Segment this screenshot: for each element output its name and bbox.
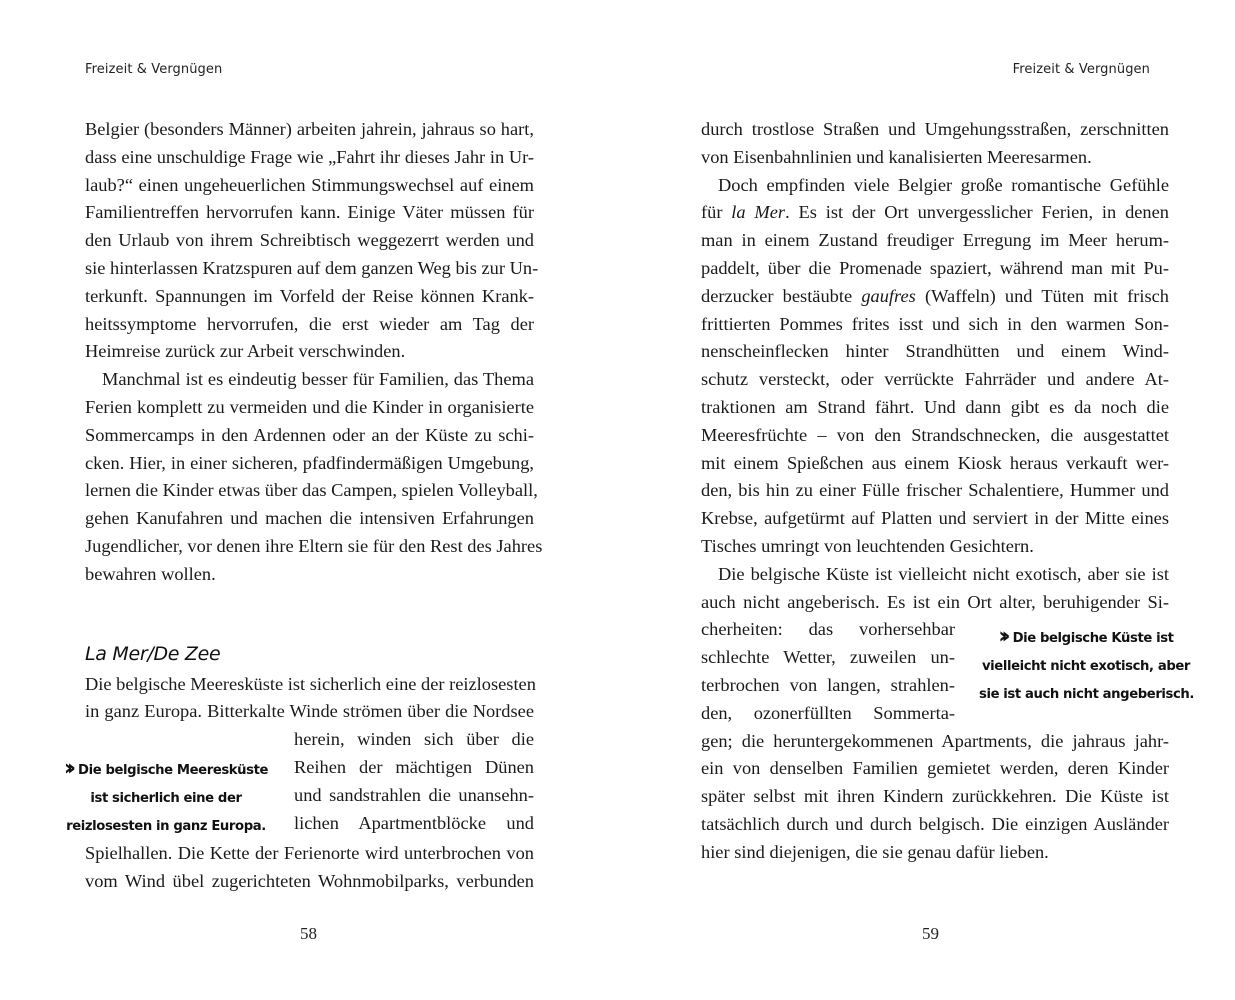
paragraph	[85, 366, 543, 588]
text-line: Familientreffen hervorrufen kann. Einige Väter müssen für	[85, 202, 534, 223]
text-line: lichen Apartmentblöcke und	[294, 812, 534, 833]
text-line: den, bis hin zu einer Fülle frischer Schalentiere, Hummer und	[701, 480, 1169, 501]
text-line: dass eine unschuldige Frage wie „Fahrt ihr dieses Jahr in Ur-	[85, 146, 534, 167]
text-line: bewahren wollen.	[85, 563, 216, 584]
text-line: Belgier (besonders Männer) arbeiten jahrein, jahraus so hart,	[85, 119, 534, 139]
text-line: frittierten Pommes frites isst und sich in den warmen Son-	[701, 313, 1169, 334]
text-line: nenscheinflecken hinter Strandhütten und einem Wind-	[701, 341, 1169, 362]
text-line: cken. Hier, in einer sicheren, pfadfindermäßigen Umgebung,	[85, 452, 534, 473]
paragraph	[701, 172, 1169, 561]
page-number: 58	[300, 924, 317, 943]
text-line: Sommercamps in den Ardennen oder an der Küste zu schi-	[85, 424, 534, 445]
text-line: ein von denselben Familien gemietet werden, deren Kinder	[701, 758, 1169, 779]
left-page	[0, 0, 617, 1000]
text-line: schlechte Wetter, zuweilen un-	[701, 647, 955, 668]
text-line: derzucker bestäubte gaufres (Waffeln) und Tüten mit frisch	[701, 285, 1169, 306]
right-page	[617, 0, 1235, 1000]
paragraph	[85, 116, 539, 366]
text-line: heitssymptome hervorrufen, die erst wieder am Tag der	[85, 313, 534, 334]
pull-quote: ›› Die belgische Küste ist vielleicht nicht exotisch, aber sie ist auch nicht angeberisch.	[979, 624, 1195, 702]
text-line: cherheiten: das vorhersehbar	[701, 619, 955, 640]
text-line: tatsächlich durch und durch belgisch. Die einzigen Ausländer	[701, 813, 1169, 834]
body-text	[701, 116, 1195, 867]
paragraph	[701, 116, 1169, 172]
text-line: hier sind diejenigen, die sie genau dafür lieben.	[701, 841, 1049, 862]
text-line: und sandstrahlen die unansehn-	[294, 784, 534, 805]
text-line: terkunft. Spannungen im Vorfeld der Reise können Krank-	[85, 285, 534, 306]
text-line: herein, winden sich über die	[294, 729, 534, 750]
narrow-text	[294, 726, 534, 837]
text-line: durch trostlose Straßen und Umgehungsstraßen, zerschnitten	[701, 119, 1169, 139]
narrow-text	[701, 616, 955, 727]
page-number: 59	[922, 924, 939, 943]
text-line: mit einem Spießchen aus einem Kiosk heraus verkauft wer-	[701, 452, 1169, 473]
text-line: später selbst mit ihren Kindern zurückkehren. Die Küste ist	[701, 786, 1169, 807]
text-line: für la Mer. Es ist der Ort unvergesslicher Ferien, in denen	[701, 202, 1169, 223]
pull-quote-wrap	[63, 726, 534, 840]
text-line: laub?“ einen ungeheuerlichen Stimmungswechsel auf einem	[85, 174, 534, 195]
text-line: in ganz Europa. Bitterkalte Winde strömen über die Nordsee	[85, 701, 534, 722]
text-line: auch nicht angeberisch. Es ist ein Ort alter, beruhigender Si-	[701, 591, 1169, 612]
pull-quote-wrap	[701, 616, 1195, 727]
text-line: sie hinterlassen Kratzspuren auf dem ganzen Weg bis zur Un-	[85, 257, 539, 278]
running-head: Freizeit & Vergnügen	[85, 62, 223, 77]
text-line: Meeresfrüchte – von den Strandschnecken, die ausgestattet	[701, 424, 1169, 445]
text-line: gen; die heruntergekommenen Apartments, die jahraus jahr-	[701, 730, 1169, 751]
text-line: Krebse, aufgetürmt auf Platten und serviert in der Mitte eines	[701, 508, 1169, 529]
text-line: Spielhallen. Die Kette der Ferienorte wird unterbrochen von	[85, 843, 534, 864]
text-line: paddelt, über die Promenade spaziert, während man mit Pu-	[701, 257, 1169, 278]
text-line: den, ozonerfüllten Sommerta-	[701, 702, 955, 723]
quote-arrow-icon: ››	[998, 624, 1005, 650]
paragraph	[701, 561, 1195, 867]
quote-arrow-icon: ››	[63, 755, 71, 781]
text-line: Jugendlicher, vor denen ihre Eltern sie für den Rest des Jahres	[85, 535, 543, 556]
text-line: von Eisenbahnlinien und kanalisierten Meeresarmen.	[701, 146, 1092, 167]
text-line: man in einem Zustand freudiger Erregung im Meer herum-	[701, 230, 1169, 251]
section-heading: La Mer/De Zee	[85, 642, 221, 665]
text-line: Doch empfinden viele Belgier große romantische Gefühle	[718, 174, 1169, 195]
text-line: den Urlaub von ihrem Schreibtisch weggezerrt werden und	[85, 230, 534, 251]
text-line: lernen die Kinder etwas über das Campen, spielen Volleyball,	[85, 480, 538, 501]
text-line: terbrochen von langen, strahlen-	[701, 674, 955, 695]
paragraph	[63, 671, 536, 896]
text-line: Die belgische Meeresküste ist sicherlich eine der reizlosesten	[85, 673, 536, 694]
text-line: Heimreise zurück zur Arbeit verschwinden.	[85, 341, 406, 362]
text-line: Tisches umringt von leuchtenden Gesichtern.	[701, 535, 1034, 556]
text-line: Ferien komplett zu vermeiden und die Kinder in organisierte	[85, 396, 534, 417]
pull-quote: ›› Die belgische Meeresküste ist sicherlich eine der reizlosesten in ganz Europa.	[63, 755, 269, 834]
text-line: gehen Kanufahren und machen die intensiven Erfahrungen	[85, 508, 534, 529]
running-head: Freizeit & Vergnügen	[1012, 62, 1150, 77]
text-line: Manchmal ist es eindeutig besser für Familien, das Thema	[102, 369, 534, 390]
text-line: vom Wind übel zugerichteten Wohnmobilparks, verbunden	[85, 871, 534, 892]
text-line: traktionen am Strand fährt. Und dann gibt es da noch die	[701, 396, 1169, 417]
text-line: Die belgische Küste ist vielleicht nicht exotisch, aber sie ist	[718, 563, 1169, 584]
body-text	[63, 116, 543, 896]
text-line: schutz versteckt, oder verrückte Fahrräder und andere At-	[701, 369, 1169, 390]
text-line: Reihen der mächtigen Dünen	[294, 756, 534, 777]
